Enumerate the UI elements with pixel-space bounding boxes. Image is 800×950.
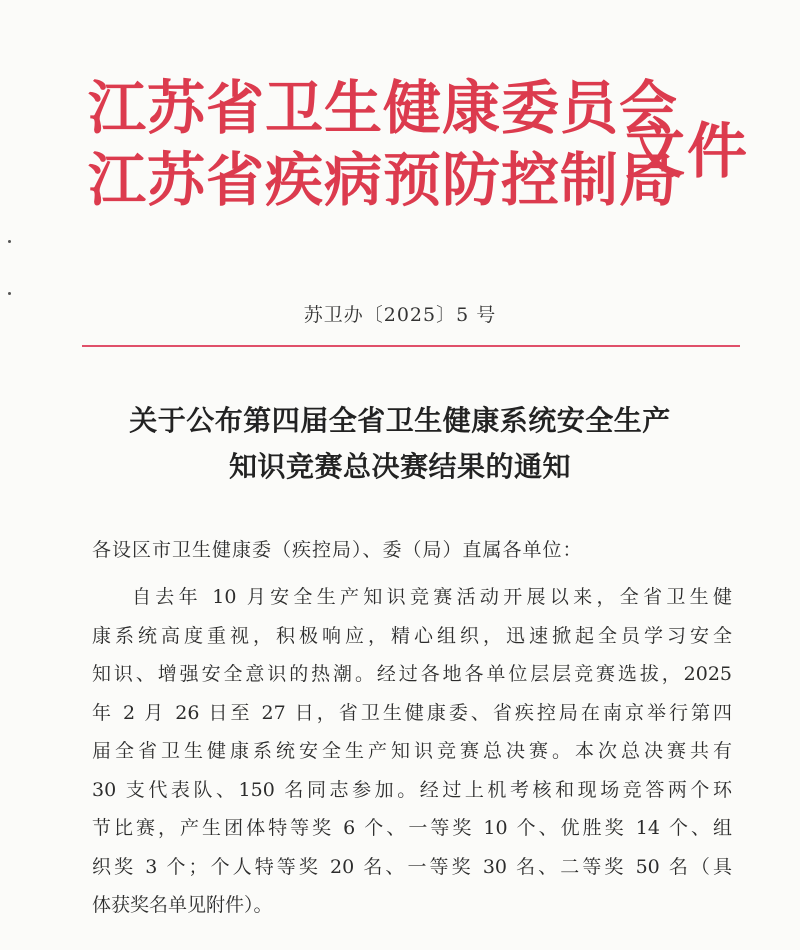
body-line: 30 支代表队、150 名同志参加。经过上机考核和现场竞答两个环 <box>92 778 732 801</box>
red-divider-line <box>82 345 740 347</box>
body-line: 体获奖名单见附件）。 <box>92 894 273 916</box>
body-line: 知识、增强安全意识的热潮。经过各地各单位层层竞赛选拔，2025 <box>92 663 732 685</box>
scan-speck <box>8 292 11 295</box>
salutation: 各设区市卫生健康委（疾控局）、委（局）直属各单位： <box>92 539 583 561</box>
org-line-cdc-bureau: 江苏省疾病预防控制局 <box>88 146 679 214</box>
body-line: 自去年 10 月安全生产知识竞赛活动开展以来，全省卫生健 <box>132 586 732 608</box>
title-line-1: 关于公布第四届全省卫生健康系统安全生产 <box>129 404 671 437</box>
document-type-label: 文件 <box>625 117 749 187</box>
issuing-organizations <box>88 72 679 216</box>
body-line: 节比赛，产生团体特等奖 6 个、一等奖 10 个、优胜奖 14 个、组 <box>92 817 732 839</box>
title-line-2: 知识竞赛总决赛结果的通知 <box>228 450 571 483</box>
body-line: 届全省卫生健康系统安全生产知识竞赛总决赛。本次总决赛共有 <box>92 740 732 762</box>
body-paragraph <box>92 578 732 925</box>
org-line-health-commission: 江苏省卫生健康委员会 <box>88 74 679 142</box>
notice-title <box>0 398 800 490</box>
scan-speck <box>8 240 11 243</box>
document-number: 苏卫办〔2025〕5 号 <box>303 304 497 326</box>
body-line: 年 2 月 26 日至 27 日，省卫生健康委、省疾控局在南京举行第四 <box>92 701 732 724</box>
body-line: 康系统高度重视，积极响应，精心组织，迅速掀起全员学习安全 <box>92 624 732 647</box>
body-line: 织奖 3 个；个人特等奖 20 名、一等奖 30 名、二等奖 50 名（具 <box>92 855 732 878</box>
